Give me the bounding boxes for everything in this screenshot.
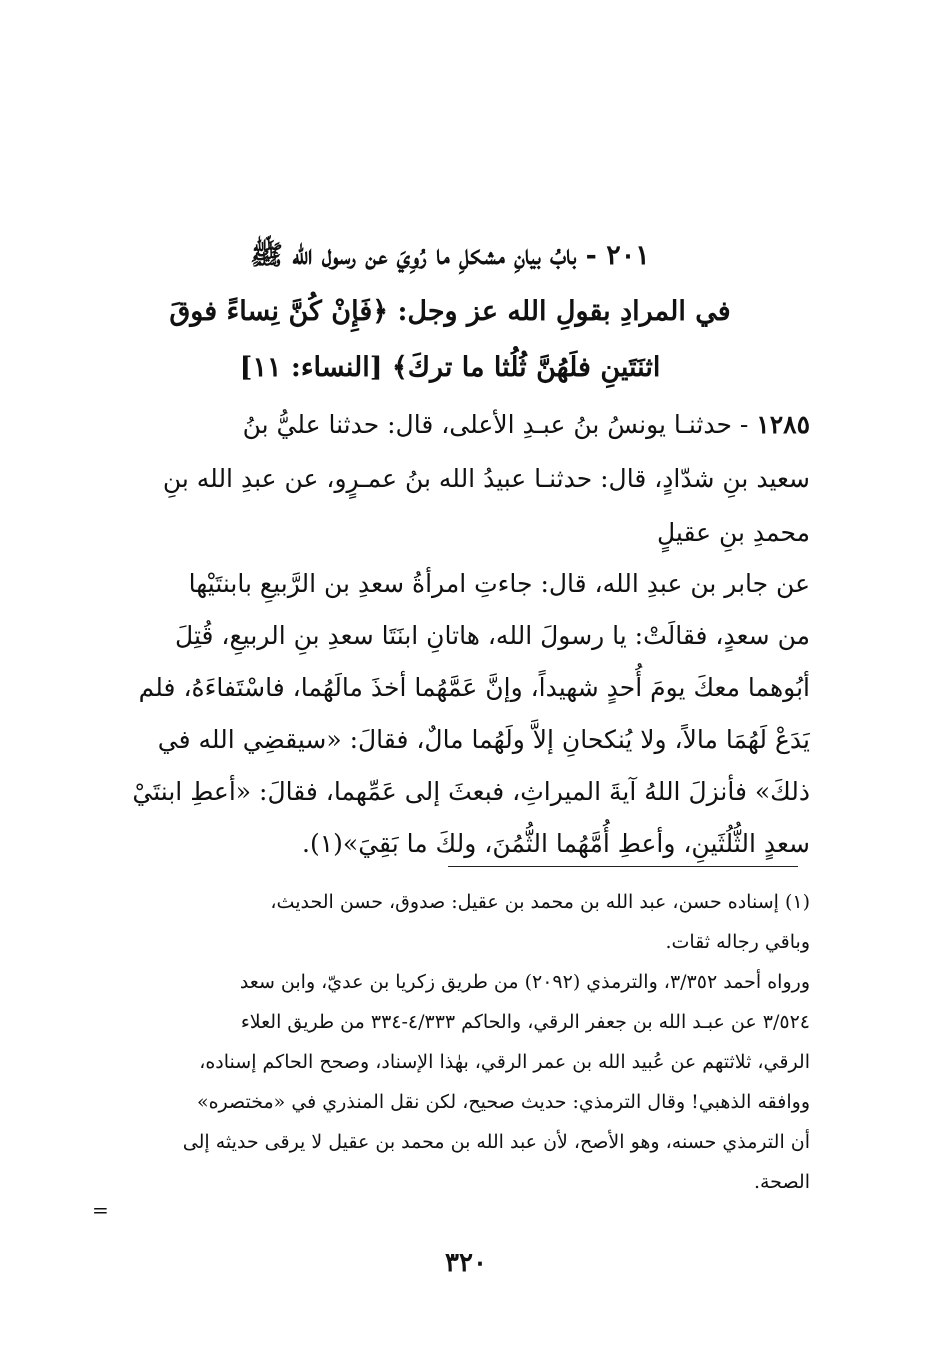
footnotes [88,882,810,1202]
matn-line-3: أبُوهما معكَ يومَ أُحدٍ شهيداً، وإنَّ عَمَّهُما أخذَ مالَهُما، فاسْتَفاءَهُ، فلم [138,673,810,702]
hadith-matn [88,558,810,870]
matn-line-1: عن جابر بن عبدِ الله، قال: جاءتِ امرأةُ سعدِ بن الرَّبيعِ بابنتَيْها [188,569,810,598]
matn-line-4: يَدَعْ لَهُمَا مالاً، ولا يُنكحانِ إلاَّ ولَهُما مالٌ، فقالَ: «سيقضِي الله في [157,725,810,754]
footnote-continue-mark: = [92,1198,109,1222]
hadith-isnad [88,398,810,560]
isnad-line-3: محمدِ بنِ عقيلٍ [656,518,810,547]
heading-line-1: ٢٠١ - بابُ بيانِ مشكلِ ما رُوِيَ عن رسول الله ﷺ [250,240,650,271]
footnote-line-3: ورواه أحمد ٣/٣٥٢، والترمذي (٢٠٩٢) من طريق زكريا بن عديّ، وابن سعد [239,971,810,993]
matn-line-2: من سعدٍ، فقالَتْ: يا رسولَ الله، هاتانِ ابنَتَا سعدِ بنِ الربيعِ، قُتِلَ [175,621,810,650]
isnad-line-1-text: - حدثنـا يونسُ بنُ عبـدِ الأعلى، قال: حدثنا عليُّ بنُ [242,410,749,439]
chapter-heading [120,228,780,396]
footnote-line-6: ووافقه الذهبي! وقال الترمذي: حديث صحيح، لكن نقل المنذري في «مختصره» [196,1091,810,1113]
heading-line-3: اثنَتَينِ فلَهُنَّ ثُلُثا ما تركَ﴾ [النساء: ١١] [239,352,661,383]
footnote-line-8: الصحة. [753,1171,810,1193]
heading-line-2: في المرادِ بقولِ الله عز وجل: ﴿فَإِنْ كُنَّ نِساءً فوقَ [169,296,731,327]
hadith-number: ١٢٨٥ [756,410,810,439]
isnad-line-2: سعيد بنِ شدّادٍ، قال: حدثنـا عبيدُ الله بنُ عمـرٍو، عن عبدِ الله بنِ [162,464,810,493]
matn-line-5: ذلكَ» فأنزلَ اللهُ آيةَ الميراثِ، فبعثَ إلى عَمِّهما، فقالَ: «أعطِ ابنتَيْ [132,777,810,806]
footnote-line-5: الرقي، ثلاثتهم عن عُبيد الله بن عمر الرقي، بهٰذا الإسناد، وصحح الحاكم إسناده، [199,1051,810,1073]
footnote-divider [448,866,798,867]
footnote-line-4: ٣/٥٢٤ عن عبـد الله بن جعفر الرقي، والحاكم ٤/٣٣٣-٣٣٤ من طريق العلاء [240,1011,810,1033]
isnad-line-1 [88,398,810,452]
footnote-line-2: وباقي رجاله ثقات. [665,931,810,953]
footnote-line-1: (١) إسناده حسن، عبد الله بن محمد بن عقيل: صدوق، حسن الحديث، [270,891,810,913]
page-number: ٣٢٠ [445,1248,487,1278]
footnote-line-7: أن الترمذي حسنه، وهو الأصح، لأن عبد الله بن محمد بن عقيل لا يرقى حديثه إلى [182,1131,810,1153]
matn-line-6: سعدٍ الثُّلُثَينِ، وأعطِ أُمَّهُما الثُّمُنَ، ولكَ ما بَقِيَ»(١). [302,829,810,858]
